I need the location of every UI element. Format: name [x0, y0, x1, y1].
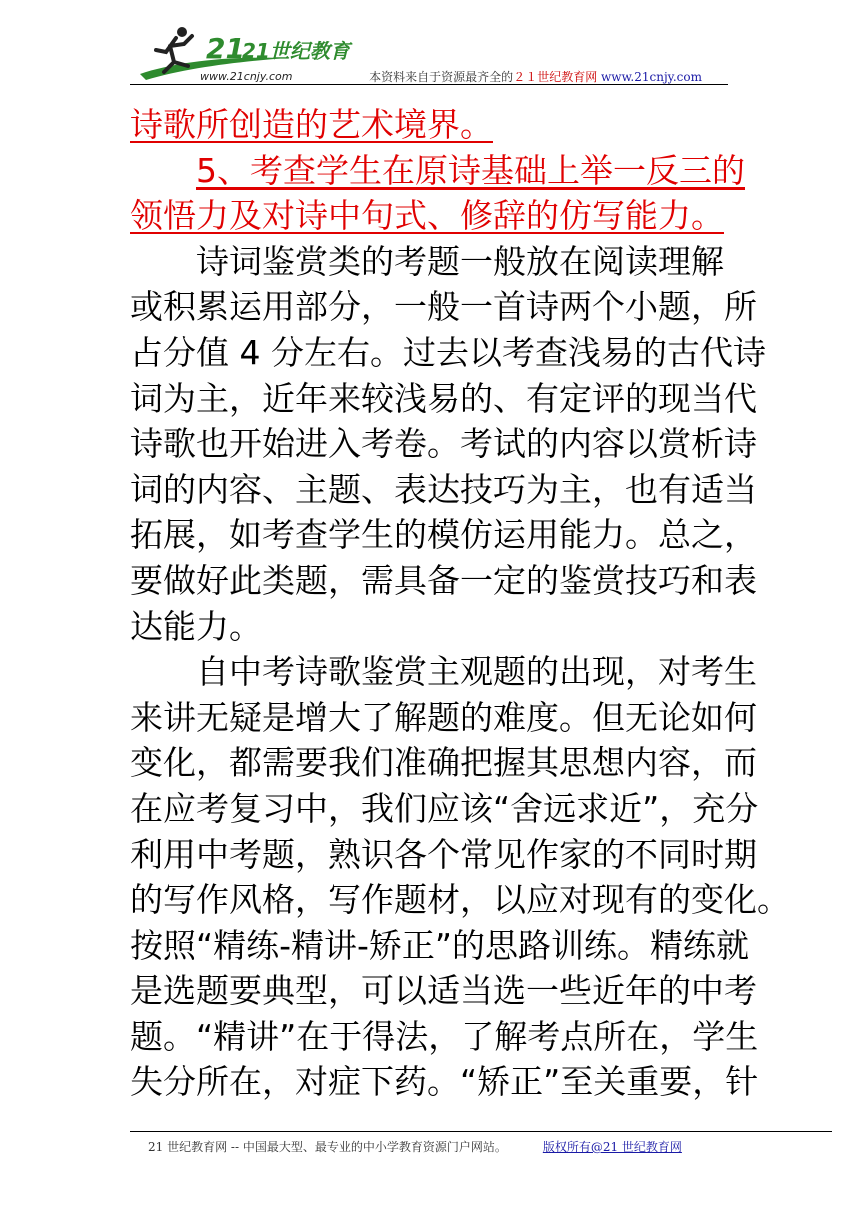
- paragraph-line: 要做好此类题，需具备一定的鉴赏技巧和表: [130, 560, 757, 600]
- paragraph-line: 题。“精讲”在于得法，了解考点所在，学生: [130, 1016, 759, 1056]
- header-note-url[interactable]: www.21cnjy.com: [601, 70, 702, 84]
- paragraph-line: 来讲无疑是增大了解题的难度。但无论如何: [130, 697, 757, 737]
- red-text-numbered: 5、考查学生在原诗基础上举一反三的: [196, 150, 745, 190]
- red-text-line: [130, 193, 728, 239]
- paragraph-line: 达能力。: [130, 606, 262, 646]
- site-logo[interactable]: [136, 22, 350, 86]
- document-body: [130, 102, 790, 1105]
- paragraph-line: 诗歌也开始进入考卷。考试的内容以赏析诗: [130, 424, 757, 464]
- svg-text:www.21cnjy.com: www.21cnjy.com: [200, 70, 293, 83]
- header-note-brand[interactable]: ２１世纪教育网: [513, 70, 598, 84]
- page-header: [130, 14, 728, 86]
- footer-text: 21 世纪教育网 -- 中国最大型、最专业的中小学教育资源门户网站。: [148, 1140, 507, 1154]
- paragraph-line: 的写作风格，写作题材，以应对现有的变化。: [130, 880, 790, 920]
- paragraph-line: 按照“精练-精讲-矫正”的思路训练。精练就: [130, 925, 750, 965]
- red-text: 诗歌所创造的艺术境界。: [130, 105, 493, 144]
- header-source-note: [369, 68, 702, 85]
- paragraph-line: 利用中考题，熟识各个常见作家的不同时期: [130, 834, 757, 874]
- paragraph-line: 拓展，如考查学生的模仿运用能力。总之，: [130, 515, 757, 555]
- svg-text:21世纪教育: 21世纪教育: [242, 39, 350, 63]
- footer-divider: [130, 1131, 832, 1132]
- page-footer: [148, 1138, 682, 1155]
- paragraph-line: 自中考诗歌鉴赏主观题的出现，对考生: [196, 652, 757, 692]
- svg-text:21: 21: [206, 32, 245, 65]
- paragraph-line: 失分所在，对症下药。“矫正”至关重要，针: [130, 1062, 759, 1102]
- header-note-prefix: 本资料来自于资源最齐全的: [369, 70, 514, 84]
- paragraph-line: 变化，都需要我们准确把握其思想内容，而: [130, 743, 757, 783]
- logo-runner-icon: [136, 22, 350, 86]
- red-text: 领悟力及对诗中句式、修辞的仿写能力。: [130, 196, 724, 236]
- red-text-line: [130, 102, 728, 148]
- paragraph-line: 占分值 4 分左右。过去以考查浅易的古代诗: [130, 332, 766, 372]
- paragraph-line: 诗词鉴赏类的考题一般放在阅读理解: [196, 241, 724, 281]
- paragraph-line: 词的内容、主题、表达技巧为主，也有适当: [130, 469, 757, 509]
- red-text-line: [130, 148, 745, 194]
- paragraph-line: 或积累运用部分，一般一首诗两个小题，所: [130, 287, 757, 327]
- paragraph-line: 词为主，近年来较浅易的、有定评的现当代: [130, 378, 757, 418]
- header-divider: [130, 84, 728, 85]
- paragraph-line: 是选题要典型，可以适当选一些近年的中考: [130, 971, 757, 1011]
- paragraph-line: 在应考复习中，我们应该“舍远求近”，充分: [130, 788, 759, 828]
- footer-rights-link[interactable]: 版权所有@21 世纪教育网: [542, 1140, 682, 1154]
